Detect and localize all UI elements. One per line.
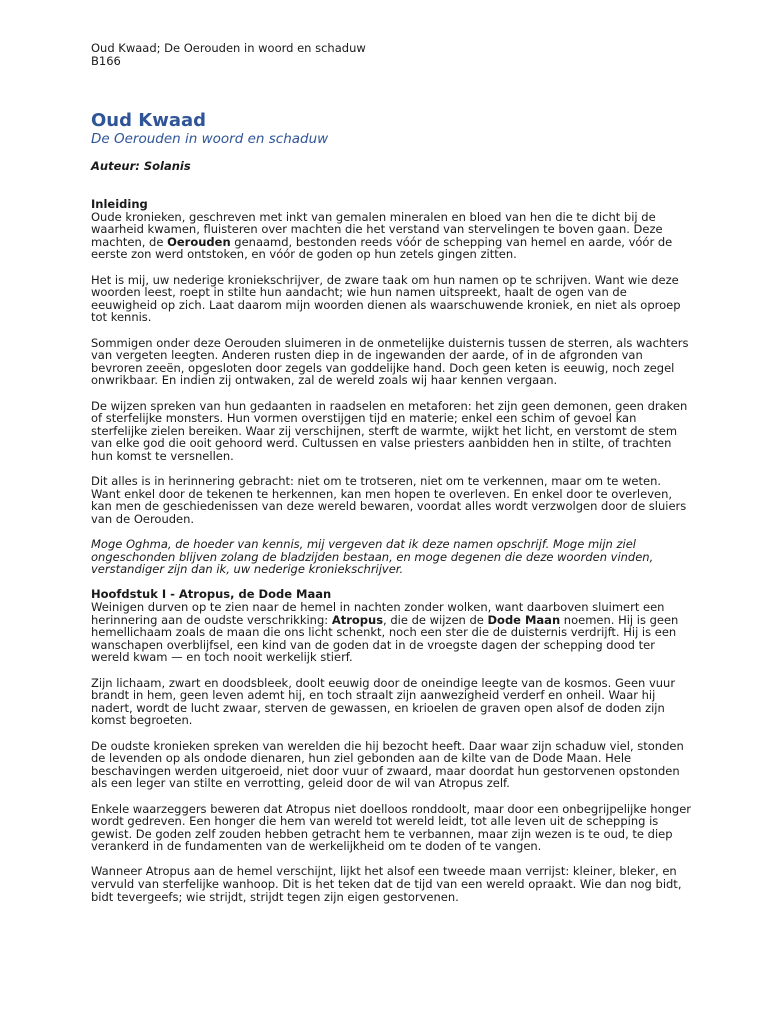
document-content — [91, 42, 691, 903]
italic-paragraph: Moge Oghma, de hoeder van kennis, mij vergeven dat ik deze namen opschrijf. Moge mijn ziel ongeschonden blijven zolang de bladzijden bestaan, en moge degenen die deze woorden vinden, verstandiger zijn dan ik, uw nederige kroniekschrijver. — [91, 537, 654, 577]
paragraph: Sommigen onder deze Oerouden sluimeren in de onmetelijke duisternis tussen de sterren, als wachters van vergeten leegten. Anderen rusten diep in de ingewanden der aarde, of in de afgronden van bevroren zeeën, opgesloten door zegels van goddelijke hand. Doch geen keten is eeuwig, noch zegel onwrikbaar. En indien zij ontwaken, zal de wereld zoals wij haar kennen vergaan. — [91, 335, 689, 388]
section-intro — [91, 198, 691, 576]
paragraph: Weinigen durven op te zien naar de hemel in nachten zonder wolken, want daarboven sluimert een herinnering aan de oudste verschrikking: Atropus, die de wijzen de Dode Maan noemen. Hij is geen hemellichaam zoals de maan die ons licht schenkt, noch een ster die de duisternis verdrijft. Hij is een wanschapen overblijfsel, een kind van de goden dat in de vroegste dagen der schepping dood ter wereld kwam — en toch nooit werkelijk stierf. — [91, 600, 679, 665]
paragraph: Dit alles is in herinnering gebracht: niet om te trotseren, niet om te verkennen, maar om te weten. Want enkel door de tekenen te herkennen, kan men hopen te overleven. En enkel door te overleven, kan men de geschiedenissen van deze wereld bewaren, voordat alles wordt verzwolgen door de sluiers van de Oerouden. — [91, 474, 687, 526]
running-header-code: B166 — [91, 54, 121, 68]
bold-term: Oerouden — [167, 234, 231, 249]
running-header-title: Oud Kwaad; De Oerouden in woord en schaduw — [91, 41, 366, 55]
bold-term: Atropus — [331, 612, 384, 627]
paragraph: Enkele waarzeggers beweren dat Atropus niet doelloos ronddoolt, maar door een onbegrijpelijke honger wordt gedreven. Een honger die hem van wereld tot wereld leidt, tot alle leven uit de schepping is gewist. De goden zelf zouden hebben getracht hem te verbannen, maar zijn wezen is te oud, te diep verankerd in de fundamenten van de werkelijkheid om te doden of te vangen. — [91, 801, 692, 854]
bold-term: Dode Maan — [487, 612, 561, 627]
paragraph: Wanneer Atropus aan de hemel verschijnt, lijkt het alsof een tweede maan verrijst: kleiner, bleker, en vervuld van sterfelijke wanhoop. Dit is het teken dat de tijd van een wereld opraakt. Wie dan nog bidt, bidt tevergeefs; wie strijdt, strijdt tegen zijn eigen gestorvenen. — [91, 864, 682, 904]
paragraph: Zijn lichaam, zwart en doodsbleek, doolt eeuwig door de oneindige leegte van de kosmos. Geen vuur brandt in hem, geen leven ademt hij, en toch straalt zijn aanwezigheid verderf en onheil. Waar hij nadert, wordt de lucht zwaar, sterven de gewassen, en krioelen de graven open alsof de doden zijn komst begroeten. — [91, 675, 676, 728]
paragraph: Oude kronieken, geschreven met inkt van gemalen mineralen en bloed van hen die te dicht bij de waarheid kwamen, fluisteren over machten die het verstand van stervelingen te boven gaan. Deze machten, de Oerouden genaamd, bestonden reeds vóór de schepping van hemel en aarde, vóór de eerste zon werd ontstoken, en vóór de goden op hun zetels gingen zitten. — [91, 209, 673, 262]
section-heading-intro: Inleiding — [91, 197, 148, 211]
paragraph: De oudste kronieken spreken van werelden die hij bezocht heeft. Daar waar zijn schaduw viel, stonden de levenden op als ondode dienaren, hun ziel gebonden aan de kilte van de Dode Maan. Hele beschavingen werden uitgeroeid, niet door vuur of zwaard, maar doordat hun gestorvenen opstonden als een leger van stilte en verrotting, geleid door de wil van Atropus zelf. — [91, 738, 684, 791]
document-subtitle: De Oerouden in woord en schaduw — [91, 131, 329, 147]
document-author: Auteur: Solanis — [91, 159, 191, 173]
paragraph: Het is mij, uw nederige kroniekschrijver, de zware taak om hun namen op te schrijven. Want wie deze woorden leest, roept in stilte hun aandacht; wie hun namen uitspreekt, haalt de ogen van de eeuwigheid op zich. Laat daarom mijn woorden dienen als waarschuwende kroniek, en niet als oproep tot kennis. — [91, 272, 681, 325]
section-heading-chapter-1: Hoofdstuk I - Atropus, de Dode Maan — [91, 587, 332, 602]
document-title: Oud Kwaad — [91, 110, 207, 131]
section-chapter-1 — [91, 588, 691, 903]
paragraph: De wijzen spreken van hun gedaanten in raadselen en metaforen: het zijn geen demonen, geen draken of sterfelijke monsters. Hun vormen overstijgen tijd en materie; enkel een schim of gevoel kan sterfelijke zielen bereiken. Waar zij verschijnen, sterft de warmte, wijkt het licht, en verstomt de stem van elke god die ooit gehoord werd. Cultussen en valse priesters aanbidden hen in stilte, of trachten hun komst te versnellen. — [91, 398, 688, 463]
